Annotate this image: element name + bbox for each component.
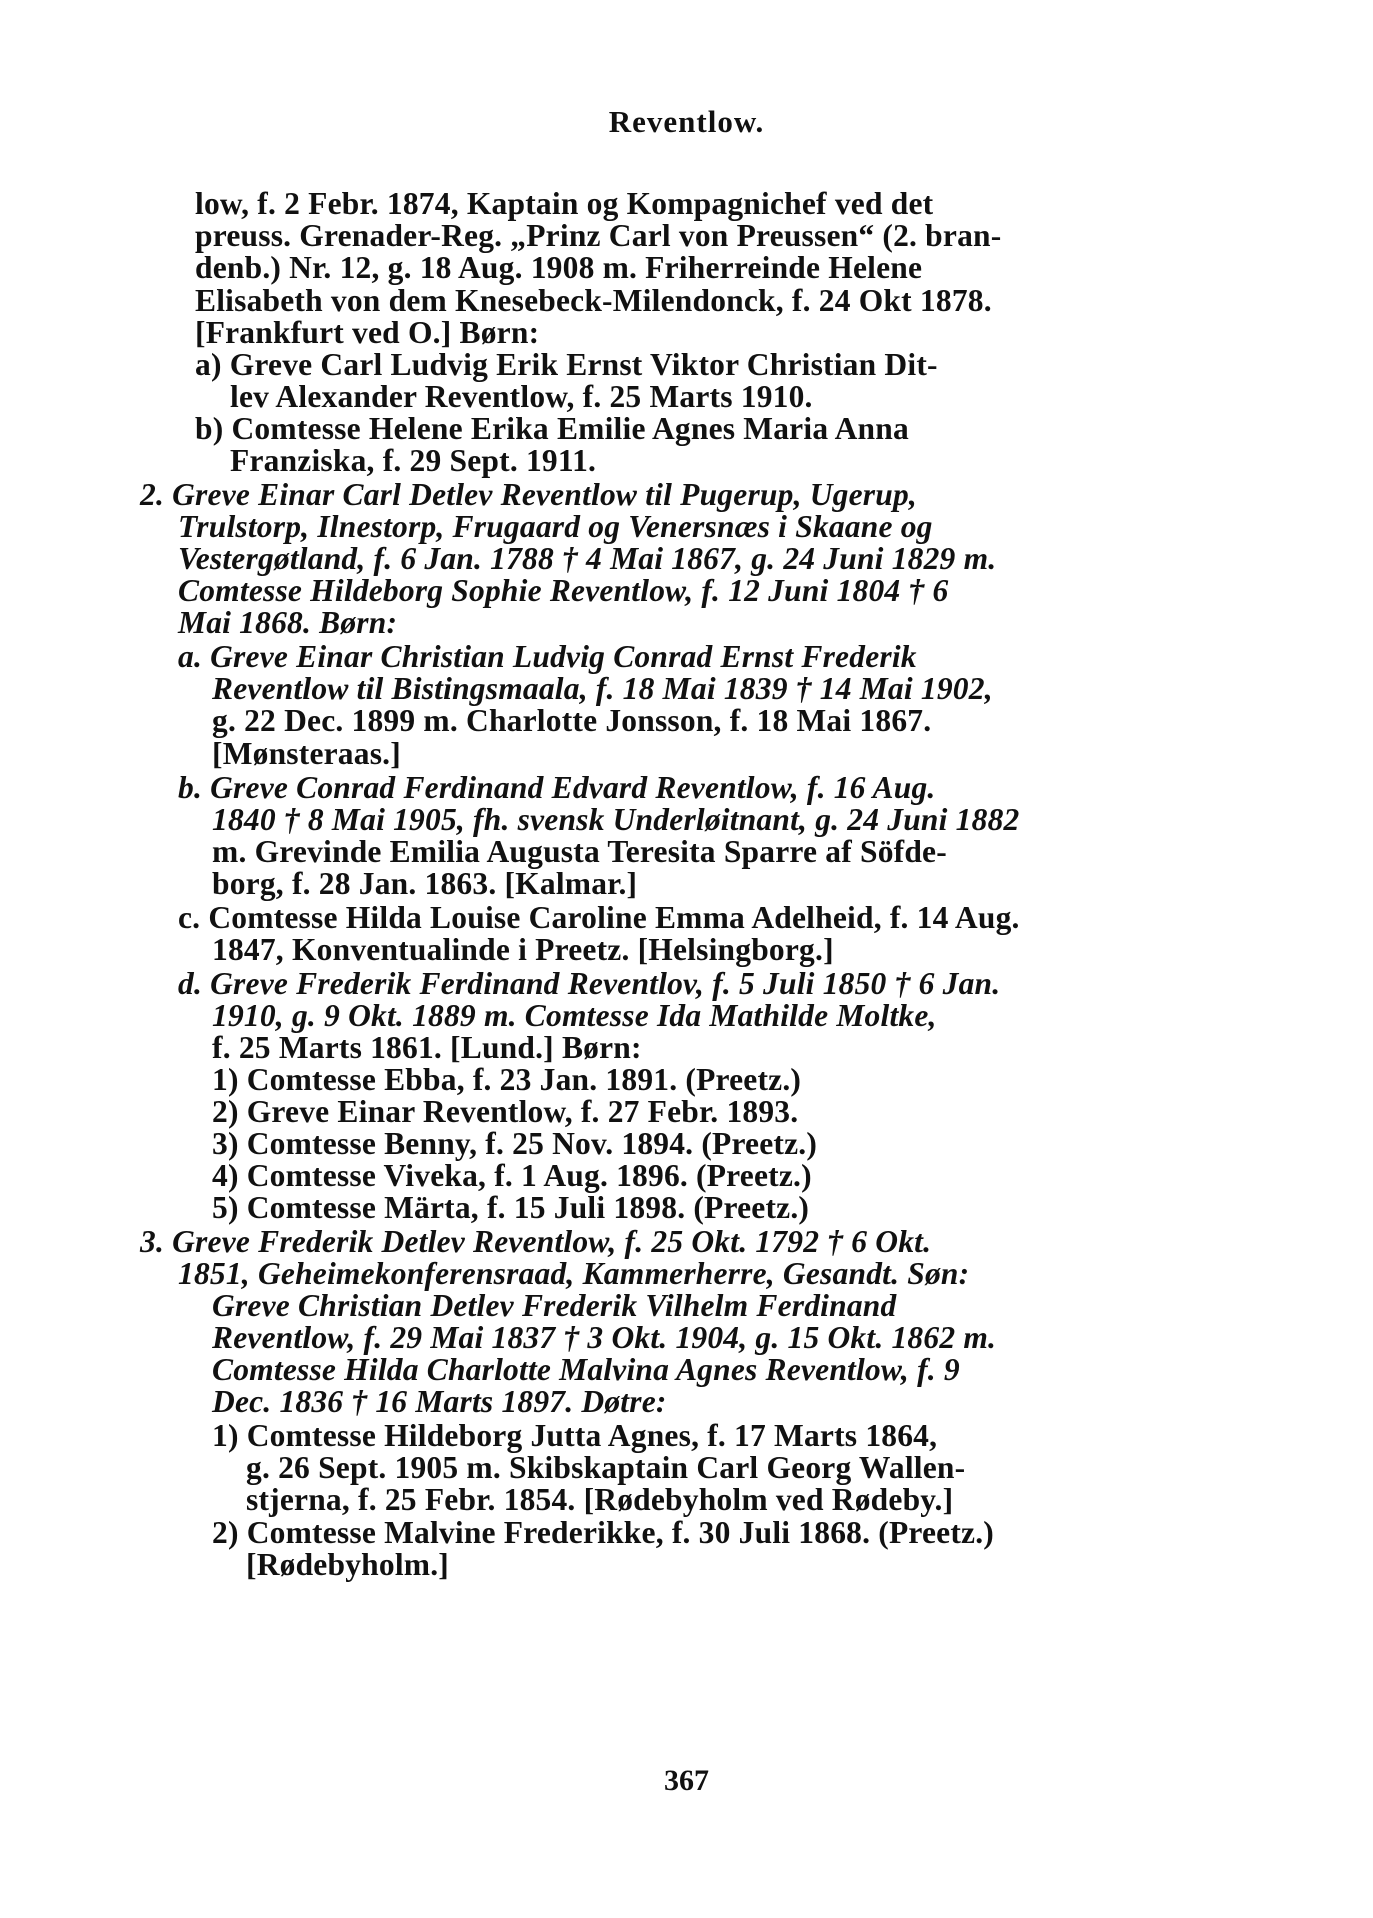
text-line: Reventlow til Bistingsmaala, f. 18 Mai 1839 † 14 Mai 1902, bbox=[212, 671, 993, 706]
text-line: Dec. 1836 † 16 Marts 1897. Døtre: bbox=[212, 1384, 667, 1419]
text-line: 1847, Konventualinde i Preetz. [Helsingborg.] bbox=[212, 932, 834, 967]
text-line: lev Alexander Reventlow, f. 25 Marts 1910. bbox=[230, 379, 813, 414]
text-line: Trulstorp, Ilnestorp, Frugaard og Venersnæs i Skaane og bbox=[178, 509, 933, 544]
text-line: 1910, g. 9 Okt. 1889 m. Comtesse Ida Mathilde Moltke, bbox=[212, 998, 937, 1033]
text-line: Greve Christian Detlev Frederik Vilhelm Ferdinand bbox=[212, 1288, 897, 1323]
text-line: 2) Comtesse Malvine Frederikke, f. 30 Juli 1868. (Preetz.) bbox=[212, 1515, 994, 1550]
text-line: f. 25 Marts 1861. [Lund.] Børn: bbox=[212, 1030, 642, 1065]
text-line: 3) Comtesse Benny, f. 25 Nov. 1894. (Preetz.) bbox=[212, 1126, 818, 1161]
text-line: b. Greve Conrad Ferdinand Edvard Reventlow, f. 16 Aug. bbox=[178, 770, 936, 805]
text-line: 4) Comtesse Viveka, f. 1 Aug. 1896. (Preetz.) bbox=[212, 1158, 812, 1193]
running-head-title: Reventlow. bbox=[608, 104, 765, 139]
text-line: Comtesse Hilda Charlotte Malvina Agnes Reventlow, f. 9 bbox=[212, 1352, 960, 1387]
text-line: low, f. 2 Febr. 1874, Kaptain og Kompagnichef ved det bbox=[195, 186, 934, 221]
text-line: m. Grevinde Emilia Augusta Teresita Sparre af Söfde- bbox=[212, 834, 947, 869]
text-line: Comtesse Hildeborg Sophie Reventlow, f. 12 Juni 1804 † 6 bbox=[178, 573, 949, 608]
text-line: c. Comtesse Hilda Louise Caroline Emma Adelheid, f. 14 Aug. bbox=[178, 900, 1020, 935]
text-line: Reventlow, f. 29 Mai 1837 † 3 Okt. 1904, g. 15 Okt. 1862 m. bbox=[212, 1320, 997, 1355]
text-line: Franziska, f. 29 Sept. 1911. bbox=[230, 443, 597, 478]
text-line: 3. Greve Frederik Detlev Reventlow, f. 25 Okt. 1792 † 6 Okt. bbox=[140, 1224, 932, 1259]
text-line: g. 22 Dec. 1899 m. Charlotte Jonsson, f. 18 Mai 1867. bbox=[212, 703, 932, 738]
text-line: 1851, Geheimekonferensraad, Kammerherre, Gesandt. Søn: bbox=[178, 1256, 970, 1291]
text-line: 2. Greve Einar Carl Detlev Reventlow til Pugerup, Ugerup, bbox=[140, 477, 917, 512]
text-line: denb.) Nr. 12, g. 18 Aug. 1908 m. Friherreinde Helene bbox=[195, 250, 923, 285]
page-number: 367 bbox=[664, 1764, 709, 1797]
text-line: Elisabeth von dem Knesebeck-Milendonck, f. 24 Okt 1878. bbox=[195, 283, 992, 318]
text-line: 2) Greve Einar Reventlow, f. 27 Febr. 1893. bbox=[212, 1094, 799, 1129]
text-line: 1) Comtesse Ebba, f. 23 Jan. 1891. (Preetz.) bbox=[212, 1062, 802, 1097]
text-line: stjerna, f. 25 Febr. 1854. [Rødebyholm ved Rødeby.] bbox=[246, 1482, 954, 1517]
text-line: g. 26 Sept. 1905 m. Skibskaptain Carl Georg Wallen- bbox=[246, 1450, 966, 1485]
text-line: Mai 1868. Børn: bbox=[178, 605, 398, 640]
text-line: a) Greve Carl Ludvig Erik Ernst Viktor Christian Dit- bbox=[195, 347, 938, 382]
text-line: preuss. Grenader-Reg. „Prinz Carl von Preussen“ (2. bran- bbox=[195, 218, 1002, 253]
text-line: 1840 † 8 Mai 1905, fh. svensk Underløitnant, g. 24 Juni 1882 bbox=[212, 802, 1020, 837]
text-line: [Mønsteraas.] bbox=[212, 736, 401, 771]
text-line: [Rødebyholm.] bbox=[246, 1547, 449, 1582]
text-line: 5) Comtesse Märta, f. 15 Juli 1898. (Preetz.) bbox=[212, 1190, 810, 1225]
text-line: Vestergøtland, f. 6 Jan. 1788 † 4 Mai 1867, g. 24 Juni 1829 m. bbox=[178, 541, 997, 576]
text-line: 1) Comtesse Hildeborg Jutta Agnes, f. 17 Marts 1864, bbox=[212, 1418, 938, 1453]
text-line: d. Greve Frederik Ferdinand Reventlov, f. 5 Juli 1850 † 6 Jan. bbox=[178, 966, 1001, 1001]
text-line: a. Greve Einar Christian Ludvig Conrad Ernst Frederik bbox=[178, 639, 917, 674]
text-line: borg, f. 28 Jan. 1863. [Kalmar.] bbox=[212, 866, 638, 901]
text-line: b) Comtesse Helene Erika Emilie Agnes Maria Anna bbox=[195, 411, 909, 446]
text-line: [Frankfurt ved O.] Børn: bbox=[195, 315, 540, 350]
